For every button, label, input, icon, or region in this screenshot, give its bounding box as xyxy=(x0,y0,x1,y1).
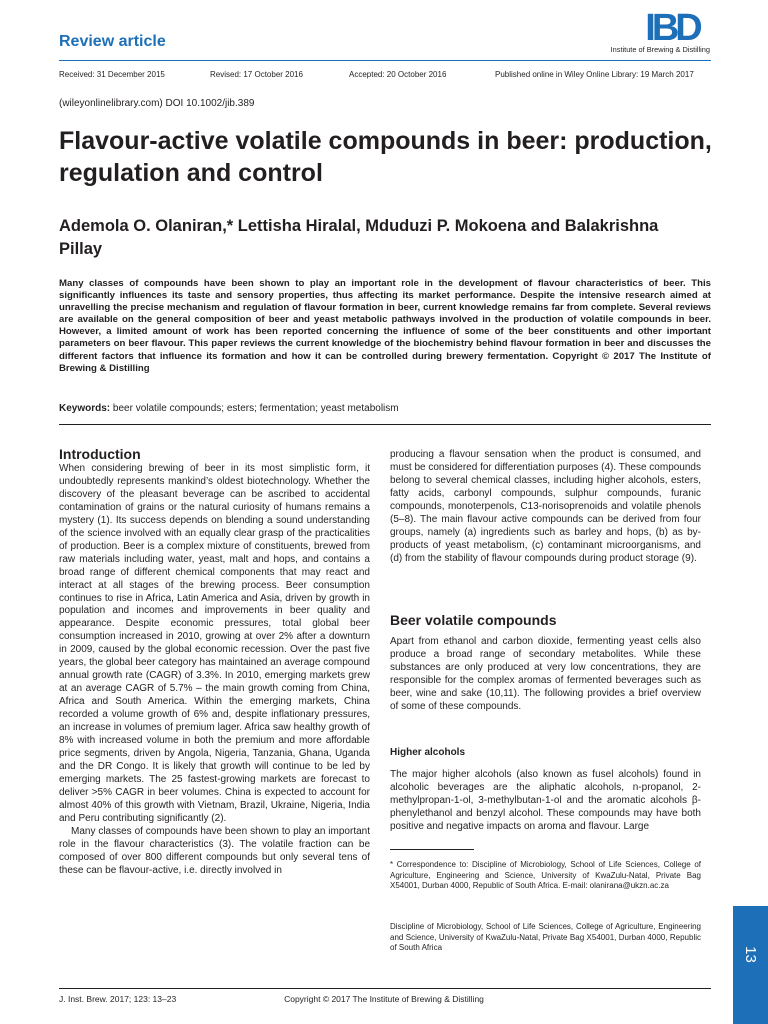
keywords-label: Keywords: xyxy=(59,403,111,414)
accepted-date: Accepted: 20 October 2016 xyxy=(349,70,447,79)
article-title: Flavour-active volatile compounds in beer: production, regulation and control xyxy=(59,127,712,187)
author-list: Ademola O. Olaniran,* Lettisha Hiralal, Mduduzi P. Mokoena and Balakrishna Pillay xyxy=(59,217,659,258)
intro-paragraph-3: producing a flavour sensation when the product is consumed, and must be considered for differentiation purposes (4). These compounds belong to several chemical classes, including higher alcohols, esters, fatty acids, carbonyl compounds, sulphur compounds, furanic compounds, monoterpenols, C13-norisoprenoids and volatile phenols (5–8). The main flavour active compounds can be derived from four groups, namely (a) ingredients such as barley and hops, (b) as by-products of yeast metabolism, (c) contaminant microorganisms, and (d) from the stability of flavour compounds during product storage (9). xyxy=(390,449,701,564)
affiliation-footnote: Discipline of Microbiology, School of Life Sciences, College of Agriculture, Engineering and Science, University of KwaZulu-Natal, Private Bag X54001, Durban 4000, Republic of South Africa xyxy=(390,922,701,953)
right-column-top xyxy=(390,449,701,566)
journal-citation: J. Inst. Brew. 2017; 123: 13–23 xyxy=(59,994,177,1004)
volatile-section xyxy=(390,636,701,714)
logo-text: Institute of Brewing & Distilling xyxy=(610,45,710,54)
keywords-text: beer volatile compounds; esters; fermentation; yeast metabolism xyxy=(110,403,399,414)
higher-alcohols-paragraph-1: The major higher alcohols (also known as fusel alcohols) found in alcoholic beverages are the aliphatic alcohols, n-propanol, 2-methylpropan-1-ol, 3-methylbutan-1-ol and the aromatic alcohols β-phenylethanol and benzyl alcohol. These compounds may have both positive and negative impacts on aroma and flavour. Large xyxy=(390,769,701,832)
left-column xyxy=(59,463,370,878)
section-heading-introduction: Introduction xyxy=(59,446,141,462)
correspondence-footnote: * Correspondence to: Discipline of Microbiology, School of Life Sciences, College of Agriculture, Engineering and Science, University of KwaZulu-Natal, Private Bag X54001, Durban 4000, Republic of South Africa. E-mail: olanirana@ukzn.ac.za xyxy=(390,860,701,891)
ibd-logo-mark-icon xyxy=(636,8,710,44)
received-date: Received: 31 December 2015 xyxy=(59,70,165,79)
ibd-logo xyxy=(606,8,710,58)
keywords-rule xyxy=(59,424,711,425)
abstract: Many classes of compounds have been shown to play an important role in the development of flavour characteristics of beer. This significantly influences its taste and sensory properties, thus affecting its market performance. Despite the intensive research aimed at unravelling the precise mechanism and regulation of flavour formation in beer, current knowledge remains far from complete. Several reviews are available on the general composition of beer and yeast metabolic pathways involved in the production of volatile compounds in beer. However, a limited amount of work has been reported concerning the influence of some of the beer constituents and other important parameters on beer flavour. This paper reviews the current knowledge of the biochemistry behind flavour formation in beer and discusses the different factors that influence its formation and how it can be controlled during brewery fermentation. Copyright © 2017 The Institute of Brewing & Distilling xyxy=(59,278,711,374)
page-number: 13 xyxy=(742,946,759,963)
higher-alcohols-section xyxy=(390,769,701,834)
page-number-tab xyxy=(733,906,768,1024)
footer-copyright: Copyright © 2017 The Institute of Brewing & Distilling xyxy=(284,994,484,1004)
footnote-rule xyxy=(390,849,474,850)
keywords-line xyxy=(59,403,399,414)
doi-line: (wileyonlinelibrary.com) DOI 10.1002/jib.389 xyxy=(59,98,255,109)
footer-rule xyxy=(59,988,711,989)
revised-date: Revised: 17 October 2016 xyxy=(210,70,303,79)
intro-paragraph-1: When considering brewing of beer in its most simplistic form, it undoubtedly represents mankind’s oldest biotechnology. Whether the discovery of the pleasant beverage can be ascribed to accidental contamination of grains or the natural curiosity of humans remains a mystery (1). Its success depends on blending a sound understanding of the science involved with an equally clear grasp of the practicalities of production. Beer is a complex mixture of constituents, brewed from raw materials including water, yeast, malt and hops, and contains a broad range of different chemical components that may react and interact at all stages of the brewing process. Beer consumption continues to rise in Africa, Latin America and Asia, driven by growth in population and incomes and improvements in beer quality and appearance. Despite economic pressures, total global beer consumption increased in 2010, growing at over 2% after a downturn in 2009, caused by the global economic recession. Over the past five years, the global beer category has maintained an average compound annual growth rate (CAGR) of 3.3%. In 2010, emerging markets grew at an average CAGR of 5.7% – the main growth coming from China, Africa and South America. Within the emerging markets, China recorded a volume growth of 6% and, despite inflationary pressures, an increase in volumes of premium lager. Africa saw healthy growth of 8% with increased volume in both the premium and more affordable price segments, driven by Angola, Nigeria, Tanzania, Ghana, Uganda and the DR Congo. It is likely that growth will continue to be led by emerging markets. The 25 fastest-growing markets are forecast to deliver >5% CAGR in beer volumes. China is expected to account for almost 40% of this growth with Vietnam, Brazil, Ukraine, Nigeria, India and Peru contributing significantly (2). xyxy=(59,463,370,824)
header-rule xyxy=(59,60,711,61)
volatile-paragraph-1: Apart from ethanol and carbon dioxide, fermenting yeast cells also produce a broad range of secondary metabolites. While these substances are only produced at very low concentrations, they are responsible for the complex aromas of fermented beverages such as beer, wine and sake (10,11). The following provides a brief overview of some of these compounds. xyxy=(390,636,701,712)
section-heading-beer-volatile-compounds: Beer volatile compounds xyxy=(390,612,557,628)
article-type-label: Review article xyxy=(59,33,166,50)
logo-letters: IBD xyxy=(645,8,699,44)
published-date: Published online in Wiley Online Library: 19 March 2017 xyxy=(495,70,694,79)
subsection-heading-higher-alcohols: Higher alcohols xyxy=(390,747,466,758)
intro-paragraph-2: Many classes of compounds have been shown to play an important role in the flavour characteristics (3). The volatile fraction can be composed of over 800 different compounds but only several tens of these can be flavour-active, i.e. directly involved in xyxy=(59,825,370,876)
